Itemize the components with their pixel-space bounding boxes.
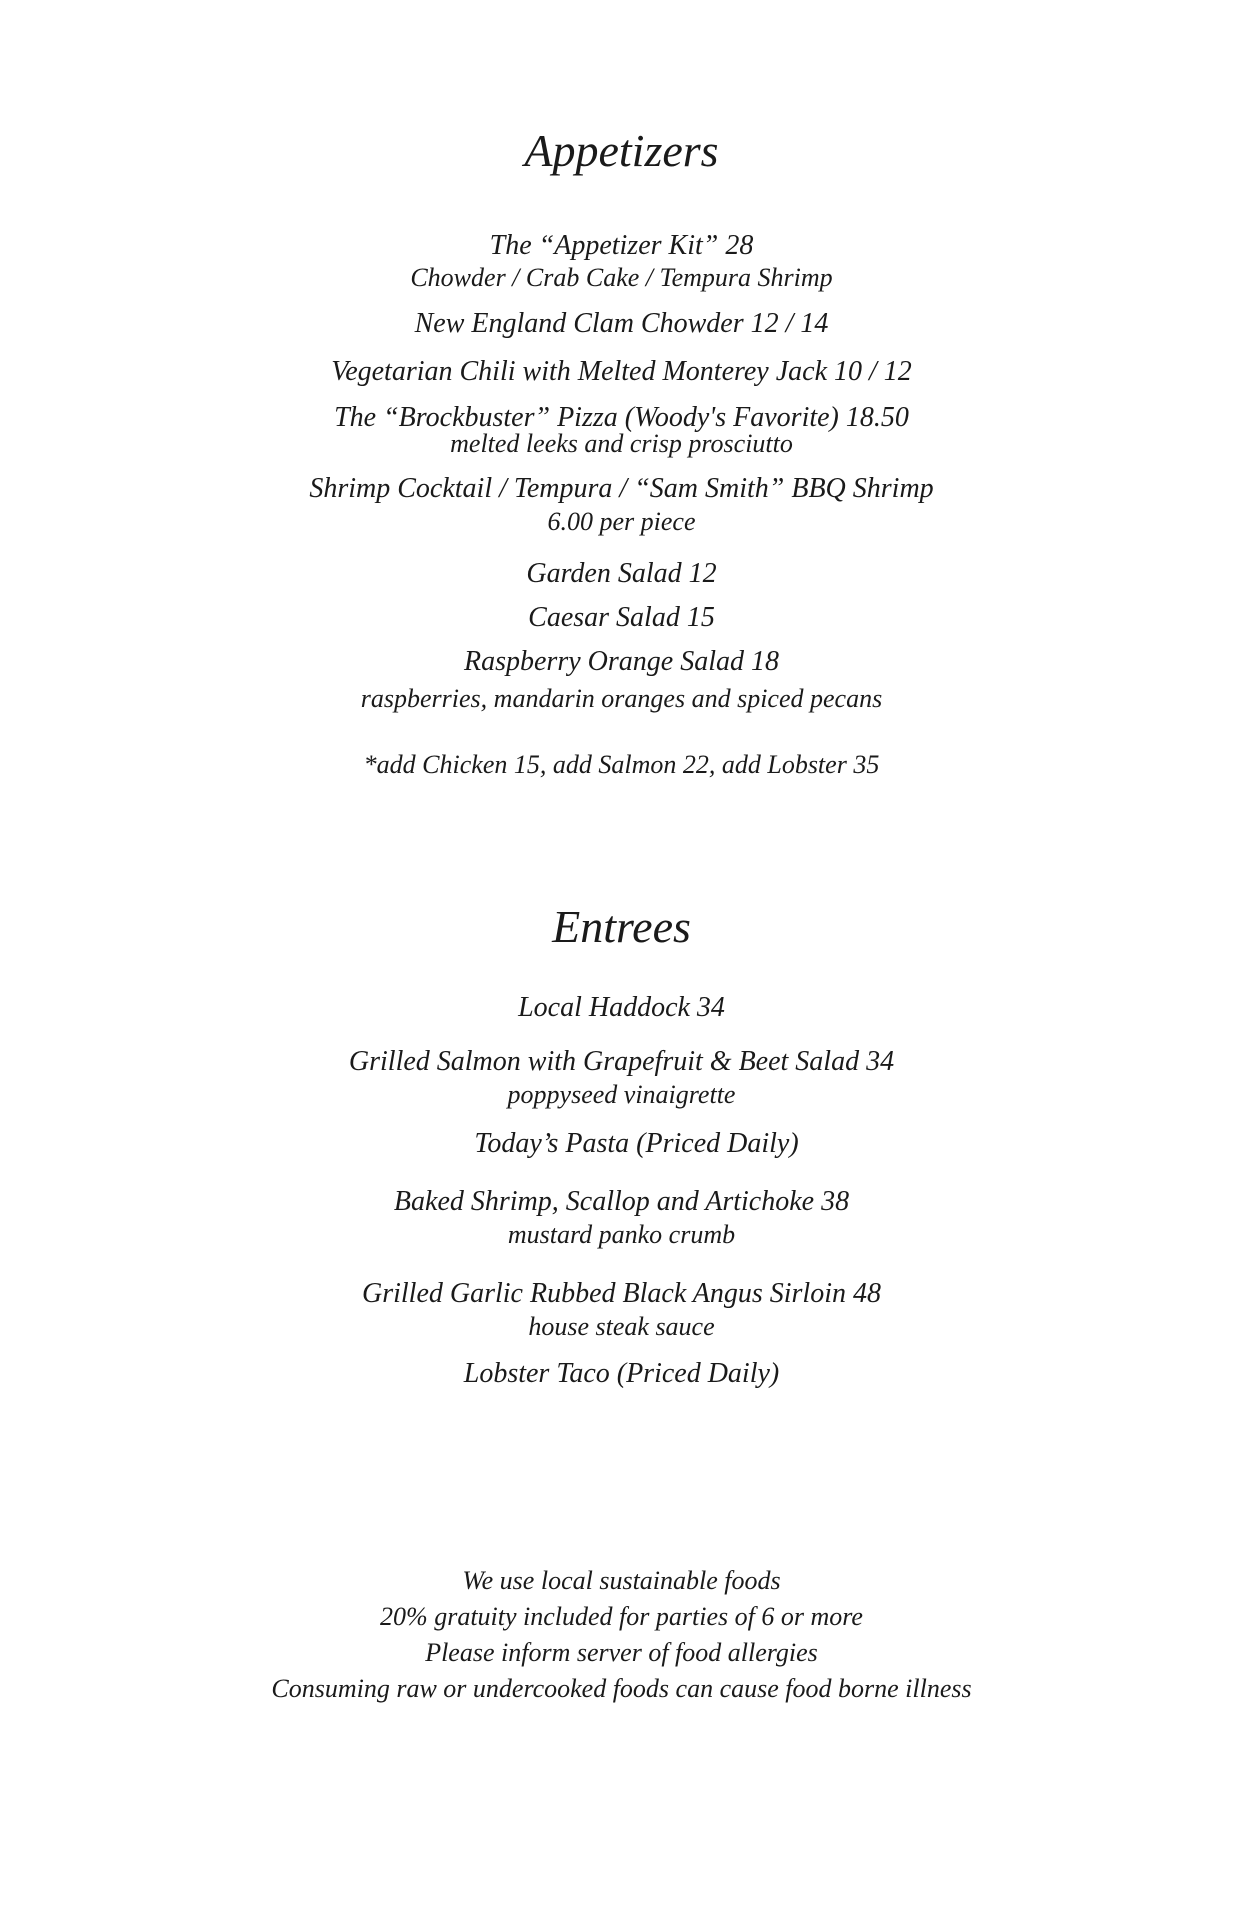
footer-gratuity-note: 20% gratuity included for parties of 6 or more <box>380 1602 863 1631</box>
raspberry-salad-description: raspberries, mandarin oranges and spiced pecans <box>360 684 883 713</box>
footer-raw-food-warning: Consuming raw or undercooked foods can cause food borne illness <box>271 1674 972 1703</box>
footer-sustainable-note: We use local sustainable foods <box>462 1566 781 1595</box>
baked-shrimp-item: Baked Shrimp, Scallop and Artichoke 38 <box>393 1186 850 1217</box>
appetizers-title: Appetizers <box>524 125 719 176</box>
entrees-title: Entrees <box>552 901 691 952</box>
appetizer-kit-item: The “Appetizer Kit” 28 <box>489 230 754 261</box>
salmon-description: poppyseed vinaigrette <box>507 1080 736 1109</box>
clam-chowder-item: New England Clam Chowder 12 / 14 <box>414 308 829 339</box>
sirloin-item: Grilled Garlic Rubbed Black Angus Sirloin 48 <box>362 1278 881 1309</box>
haddock-item: Local Haddock 34 <box>518 992 725 1023</box>
pizza-description: melted leeks and crisp prosciutto <box>450 429 793 458</box>
pasta-item: Today’s Pasta (Priced Daily) <box>474 1128 799 1159</box>
salad-addons-note: *add Chicken 15, add Salmon 22, add Lobster 35 <box>363 750 880 779</box>
lobster-taco-item: Lobster Taco (Priced Daily) <box>463 1358 780 1389</box>
shrimp-item: Shrimp Cocktail / Tempura / “Sam Smith” BBQ Shrimp <box>309 473 934 504</box>
baked-shrimp-description: mustard panko crumb <box>507 1220 736 1249</box>
pizza-item: The “Brockbuster” Pizza (Woody's Favorite) 18.50 <box>334 402 909 433</box>
caesar-salad-item: Caesar Salad 15 <box>528 602 715 633</box>
sirloin-description: house steak sauce <box>528 1312 715 1341</box>
vegetarian-chili-item: Vegetarian Chili with Melted Monterey Jack 10 / 12 <box>331 356 912 387</box>
appetizer-kit-description: Chowder / Crab Cake / Tempura Shrimp <box>410 263 833 292</box>
shrimp-description: 6.00 per piece <box>547 507 696 536</box>
footer-allergy-note: Please inform server of food allergies <box>425 1638 818 1667</box>
raspberry-salad-item: Raspberry Orange Salad 18 <box>464 646 779 677</box>
salmon-item: Grilled Salmon with Grapefruit & Beet Salad 34 <box>348 1046 895 1077</box>
garden-salad-item: Garden Salad 12 <box>526 558 717 589</box>
